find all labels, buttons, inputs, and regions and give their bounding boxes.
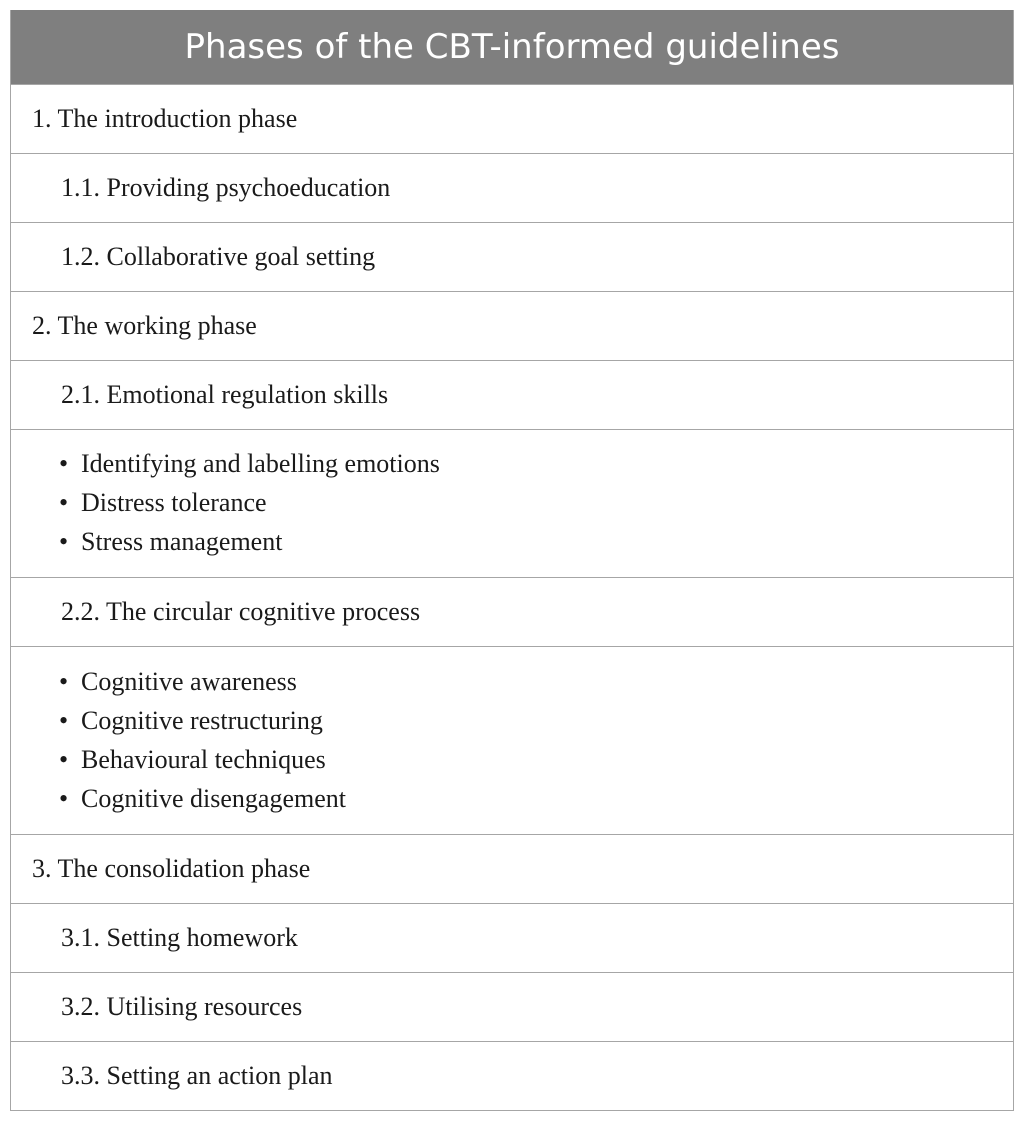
table-row-bullets-2-2: [11, 646, 1013, 834]
row-text: 3.2. Utilising resources: [61, 992, 303, 1021]
row-text: 2.1. Emotional regulation skills: [61, 380, 389, 409]
row-text: 2.2. The circular cognitive process: [61, 597, 421, 626]
table-row-1-2: [11, 222, 1013, 291]
list-item: [59, 662, 1013, 701]
bullet-icon: •: [59, 488, 69, 517]
list-item: [59, 445, 1013, 484]
bullet-text: Identifying and labelling emotions: [81, 449, 440, 479]
bullet-text: Cognitive restructuring: [81, 705, 323, 735]
table-row-phase-2: [11, 291, 1013, 360]
table-row-phase-3: [11, 834, 1013, 903]
table-row-3-3: [11, 1041, 1013, 1110]
row-text: 2. The working phase: [32, 311, 257, 340]
row-text: 1. The introduction phase: [32, 104, 298, 133]
bullet-icon: •: [59, 449, 69, 479]
row-text: 3. The consolidation phase: [32, 854, 311, 883]
list-item: [59, 740, 1013, 779]
bullet-icon: •: [59, 666, 69, 696]
list-item: [59, 522, 1013, 561]
bullet-icon: •: [59, 705, 69, 735]
phases-table: [10, 10, 1014, 1111]
list-item: [59, 484, 1013, 523]
table-row-3-1: [11, 903, 1013, 972]
row-text: 3.1. Setting homework: [61, 923, 298, 952]
list-item: [59, 701, 1013, 740]
bullet-icon: •: [59, 744, 69, 774]
table-row-3-2: [11, 972, 1013, 1041]
table-title: Phases of the CBT-informed guidelines: [11, 10, 1013, 84]
table-row-phase-1: [11, 84, 1013, 153]
bullet-text: Distress tolerance: [81, 488, 267, 517]
row-text: 1.2. Collaborative goal setting: [61, 242, 376, 271]
table-row-bullets-2-1: [11, 429, 1013, 577]
bullet-text: Cognitive disengagement: [81, 783, 347, 813]
table-row-2-1: [11, 360, 1013, 429]
list-item: [59, 779, 1013, 818]
bullet-icon: •: [59, 526, 69, 556]
bullet-icon: •: [59, 783, 69, 813]
bullet-text: Stress management: [81, 526, 283, 556]
row-text: 1.1. Providing psychoeducation: [61, 173, 391, 202]
table-row-1-1: [11, 153, 1013, 222]
bullet-text: Cognitive awareness: [81, 666, 297, 696]
row-text: 3.3. Setting an action plan: [61, 1061, 333, 1090]
bullet-text: Behavioural techniques: [81, 744, 326, 774]
table-row-2-2: [11, 577, 1013, 646]
